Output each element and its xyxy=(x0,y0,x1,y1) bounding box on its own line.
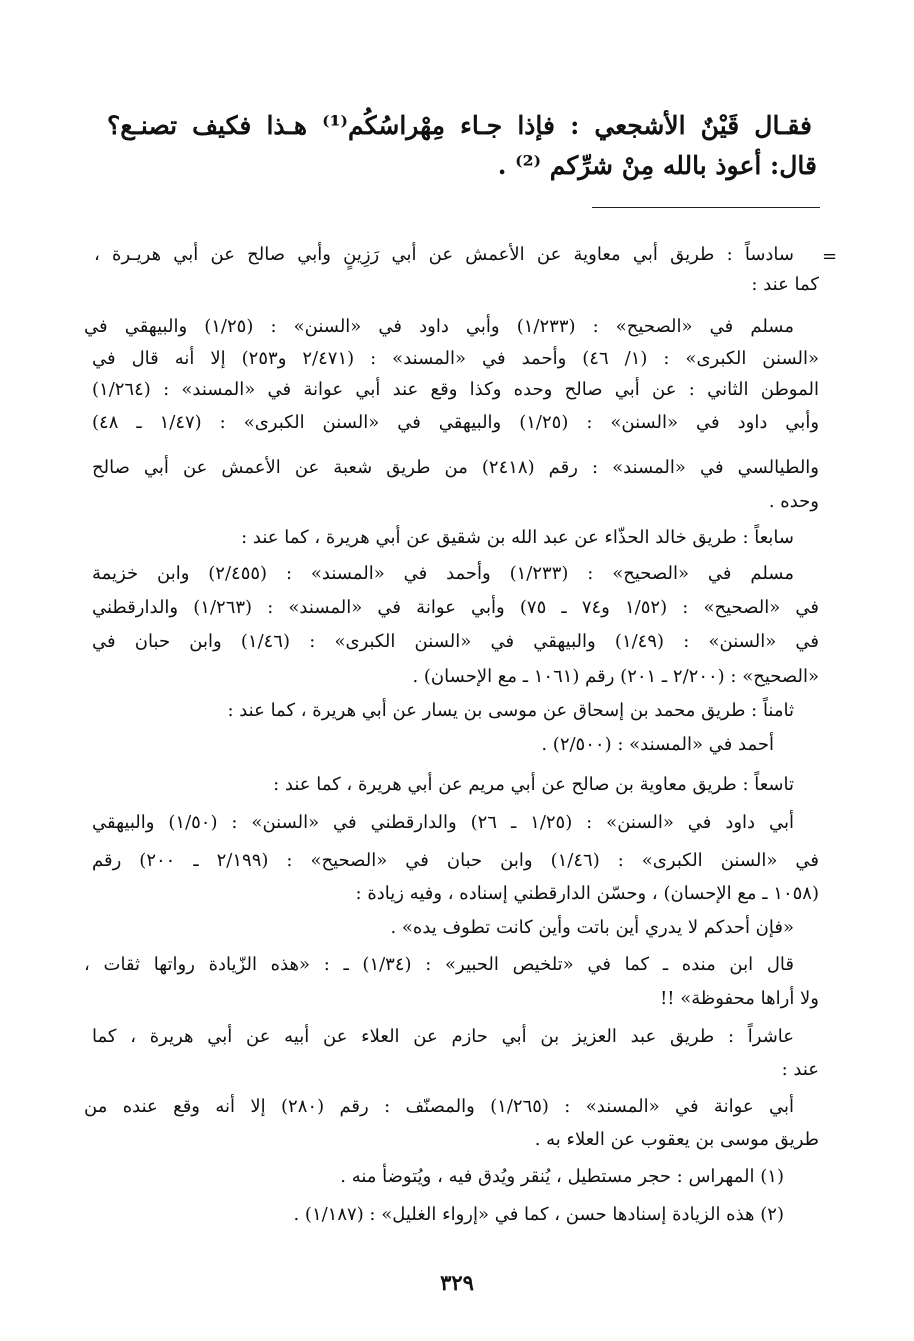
footnote-2: (٢) هذه الزيادة إسنادها حسن ، كما في «إرواء الغليل» : (١/١٨٧) . xyxy=(293,1204,784,1225)
body-line-20: «فإن أحدكم لا يدري أين باتت وأين كانت تطوف يده» . xyxy=(390,917,794,938)
body-line-18: في «السنن الكبرى» : (١/٤٦) وابن حبان في «الصحيح» : (٢/١٩٩ ـ ٢٠٠) رقم xyxy=(92,850,819,871)
body-line-19: (١٠٥٨ ـ مع الإحسان) ، وحسّن الدارقطني إسناده ، وفيه زيادة : xyxy=(355,883,819,904)
body-line-22: ولا أراها محفوظة» !! xyxy=(660,988,819,1009)
separator-rule xyxy=(592,207,820,208)
continuation-mark: = xyxy=(822,246,838,267)
header-line-1: فقـال قَيْنٌ الأشجعي : فإذا جـاء مِهْراسُكُم⁽¹⁾ هـذا فكيف تصنـع؟ xyxy=(107,111,812,140)
body-line-6: وأبي داود في «السنن» : (١/٢٥) والبيهقي في «السنن الكبرى» : (١/٤٧ ـ ٤٨) xyxy=(92,412,820,433)
footnote-1: (١) المهراس : حجر مستطيل ، يُنقر ويُدق فيه ، ويُتوضأ منه . xyxy=(340,1166,784,1187)
body-line-13: «الصحيح» : (٢/٢٠٠ ـ ٢٠١) رقم (١٠٦١ ـ مع الإحسان) . xyxy=(412,666,819,687)
body-line-11: في «الصحيح» : (١/٥٢ و٧٤ ـ ٧٥) وأبي عوانة في «المسند» : (١/٢٦٣) والدارقطني xyxy=(92,597,820,618)
body-line-8: وحده . xyxy=(768,491,819,512)
body-line-4: «السنن الكبرى» : (١/ ٤٦) وأحمد في «المسند» : (٢/٤٧١ و٢٥٣) إلا أنه قال في xyxy=(92,348,819,369)
body-line-9: سابعاً : طريق خالد الحذّاء عن عبد الله بن شقيق عن أبي هريرة ، كما عند : xyxy=(241,527,794,548)
body-line-25: أبي عوانة في «المسند» : (١/٢٦٥) والمصنّف : رقم (٢٨٠) إلا أنه وقع عنده من xyxy=(84,1096,795,1117)
body-line-3: مسلم في «الصحيح» : (١/٢٣٣) وأبي داود في «السنن» : (١/٢٥) والبيهقي في xyxy=(84,316,794,337)
body-line-2: كما عند : xyxy=(751,274,819,295)
body-line-1: سادساً : طريق أبي معاوية عن الأعمش عن أبي رَزِينٍ وأبي صالح عن أبي هريـرة ، xyxy=(94,244,794,265)
page-number: ٣٢٩ xyxy=(440,1270,474,1295)
body-line-14: ثامناً : طريق محمد بن إسحاق عن موسى بن يسار عن أبي هريرة ، كما عند : xyxy=(227,700,794,721)
body-line-23: عاشراً : طريق عبد العزيز بن أبي حازم عن العلاء عن أبيه عن أبي هريرة ، كما xyxy=(92,1026,794,1047)
body-line-5: الموطن الثاني : عن أبي صالح وحده وكذا وقع عند أبي عوانة في «المسند» : (١/٢٦٤) xyxy=(92,379,819,400)
body-line-21: قال ابن منده ـ كما في «تلخيص الحبير» : (١/٣٤) ـ : «هذه الزّيادة رواتها ثقات ، xyxy=(84,954,794,975)
body-line-12: في «السنن» : (١/٤٩) والبيهقي في «السنن الكبرى» : (١/٤٦) وابن حبان في xyxy=(92,631,820,652)
body-line-7: والطيالسي في «المسند» : رقم (٢٤١٨) من طريق شعبة عن الأعمش عن أبي صالح xyxy=(92,457,820,478)
body-line-17: أبي داود في «السنن» : (١/٢٥ ـ ٢٦) والدارقطني في «السنن» : (١/٥٠) والبيهقي xyxy=(92,812,795,833)
header-line-2: قال: أعوذ بالله مِنْ شرِّكم ⁽²⁾ . xyxy=(497,151,817,180)
body-line-10: مسلم في «الصحيح» : (١/٢٣٣) وأحمد في «المسند» : (٢/٤٥٥) وابن خزيمة xyxy=(92,563,794,584)
body-line-15: أحمد في «المسند» : (٢/٥٠٠) . xyxy=(541,734,774,755)
body-line-26: طريق موسى بن يعقوب عن العلاء به . xyxy=(534,1129,819,1150)
body-line-16: تاسعاً : طريق معاوية بن صالح عن أبي مريم عن أبي هريرة ، كما عند : xyxy=(273,774,794,795)
body-line-24: عند : xyxy=(781,1059,819,1080)
